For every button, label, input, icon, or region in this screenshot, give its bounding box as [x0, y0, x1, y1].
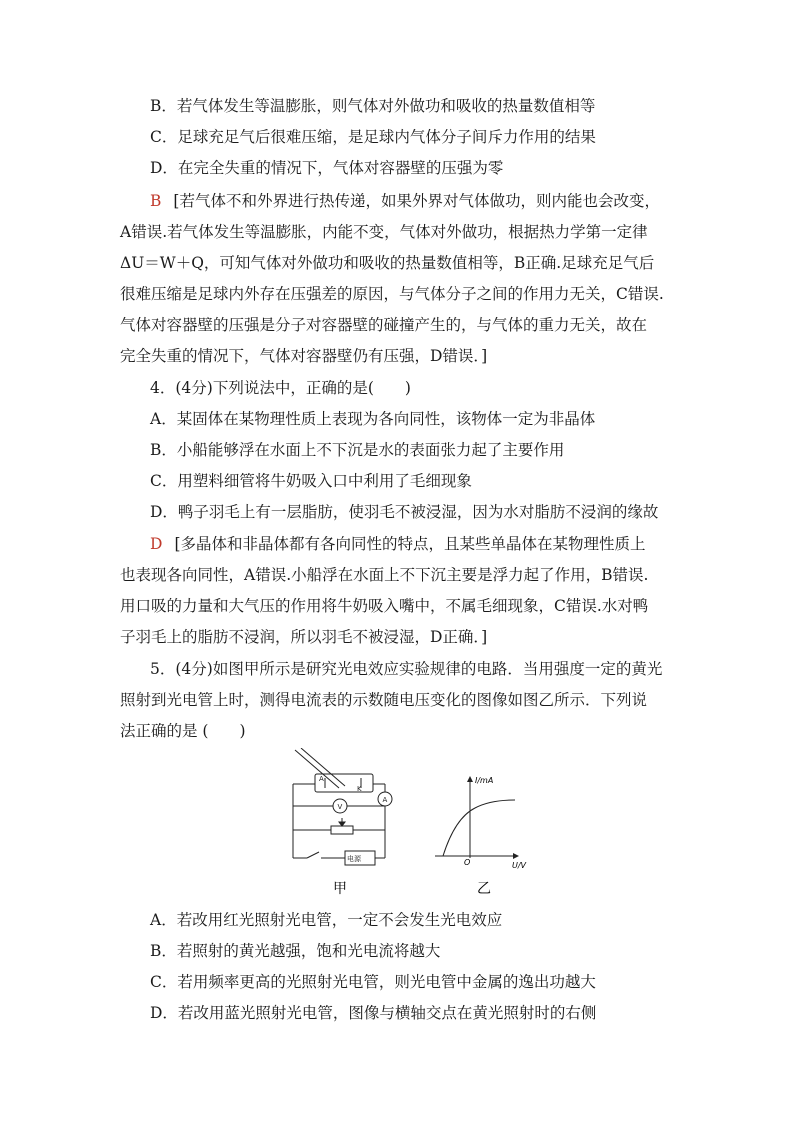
q4-option-d: D．鸭子羽毛上有一层脂肪，使羽毛不被浸湿，因为水对脂肪不浸润的缘故: [150, 503, 659, 521]
q5-option-c: C．若用频率更高的光照射光电管，则光电管中金属的逸出功越大: [150, 973, 596, 991]
q3-explain-line: 完全失重的情况下，气体对容器壁仍有压强，D错误．]: [120, 347, 488, 365]
q5-option-d: D．若改用蓝光照射光电管，图像与横轴交点在黄光照射时的右侧: [150, 1004, 597, 1022]
switch: [307, 852, 319, 858]
figure-label-yi: 乙: [477, 881, 491, 897]
q5-figure: [285, 748, 545, 898]
u-axis-label: U/V: [512, 861, 527, 870]
q3-explain-line: 气体对容器壁的压强是分子对容器壁的碰撞产生的，与气体的重力无关，故在: [120, 316, 648, 334]
q3-explain-line: 很难压缩是足球内外存在压强差的原因，与气体分子之间的作用力无关，C错误.: [120, 285, 664, 303]
power-label: 电源: [347, 855, 361, 863]
i-axis-arrow-icon: [467, 776, 473, 782]
origin-label: O: [464, 858, 471, 867]
q4-explain-line: [多晶体和非晶体都有各向同性的特点，且某些单晶体在某物理性质上: [174, 535, 646, 553]
q3-explain-line: [若气体不和外界进行热传递，如果外界对气体做功，则内能也会改变，: [173, 192, 660, 210]
cathode-label: K: [357, 785, 362, 793]
iu-curve: [443, 800, 515, 856]
q5-option-b: B．若照射的黄光越强，饱和光电流将越大: [150, 942, 441, 960]
q5-stem-line: 5．(4分)如图甲所示是研究光电效应实验规律的电路．当用强度一定的黄光: [150, 660, 663, 678]
q4-option-c: C．用塑料细管将牛奶吸入口中利用了毛细现象: [150, 472, 472, 490]
q4-option-a: A．某固体在某物理性质上表现为各向同性，该物体一定为非晶体: [150, 410, 596, 428]
q3-explain-line: A错误.若气体发生等温膨胀，内能不变，气体对外做功，根据热力学第一定律: [120, 223, 648, 241]
q5-stem-line: 照射到光电管上时，测得电流表的示数随电压变化的图像如图乙所示．下列说: [120, 691, 648, 709]
q4-explain-line: 也表现各向同性，A错误.小船浮在水面上不下沉主要是浮力起了作用，B错误.: [120, 566, 649, 584]
q4-answer: D: [150, 535, 163, 553]
q4-explain-line: 用口吸的力量和大气压的作用将牛奶吸入嘴中，不属毛细现象，C错误.水对鸭: [120, 597, 649, 615]
rheostat: [331, 826, 353, 834]
anode-label: A: [319, 775, 324, 783]
u-axis-arrow-icon: [513, 853, 519, 859]
i-axis-label: I/mA: [475, 776, 494, 785]
q3-answer-line: [150, 191, 660, 211]
q3-option-d: D．在完全失重的情况下，气体对容器壁的压强为零: [150, 159, 504, 177]
q4-answer-line: [150, 534, 646, 554]
ammeter-label: A: [382, 796, 388, 804]
light-beam: [295, 750, 339, 788]
q3-answer: B: [150, 192, 162, 210]
figure-label-jia: 甲: [333, 881, 347, 897]
q3-explain-line: ΔU＝W＋Q，可知气体对外做功和吸收的热量数值相等，B正确.足球充足气后: [120, 254, 655, 272]
circuit-diagram: [293, 748, 392, 865]
q5-option-a: A．若改用红光照射光电管，一定不会发生光电效应: [150, 911, 503, 929]
q3-option-b: B．若气体发生等温膨胀，则气体对外做功和吸收的热量数值相等: [150, 97, 596, 115]
q4-explain-line: 子羽毛上的脂肪不浸润，所以羽毛不被浸湿，D正确．]: [120, 628, 488, 646]
q4-stem: 4．(4分)下列说法中，正确的是( ): [150, 379, 411, 397]
iu-graph: [435, 776, 527, 870]
q4-option-b: B．小船能够浮在水面上不下沉是水的表面张力起了主要作用: [150, 441, 565, 459]
slider-arrow-icon: [339, 822, 345, 826]
voltmeter-label: V: [337, 803, 343, 811]
q5-stem-line: 法正确的是 ( ): [120, 722, 246, 740]
q3-option-c: C．足球充足气后很难压缩，是足球内气体分子间斥力作用的结果: [150, 128, 596, 146]
